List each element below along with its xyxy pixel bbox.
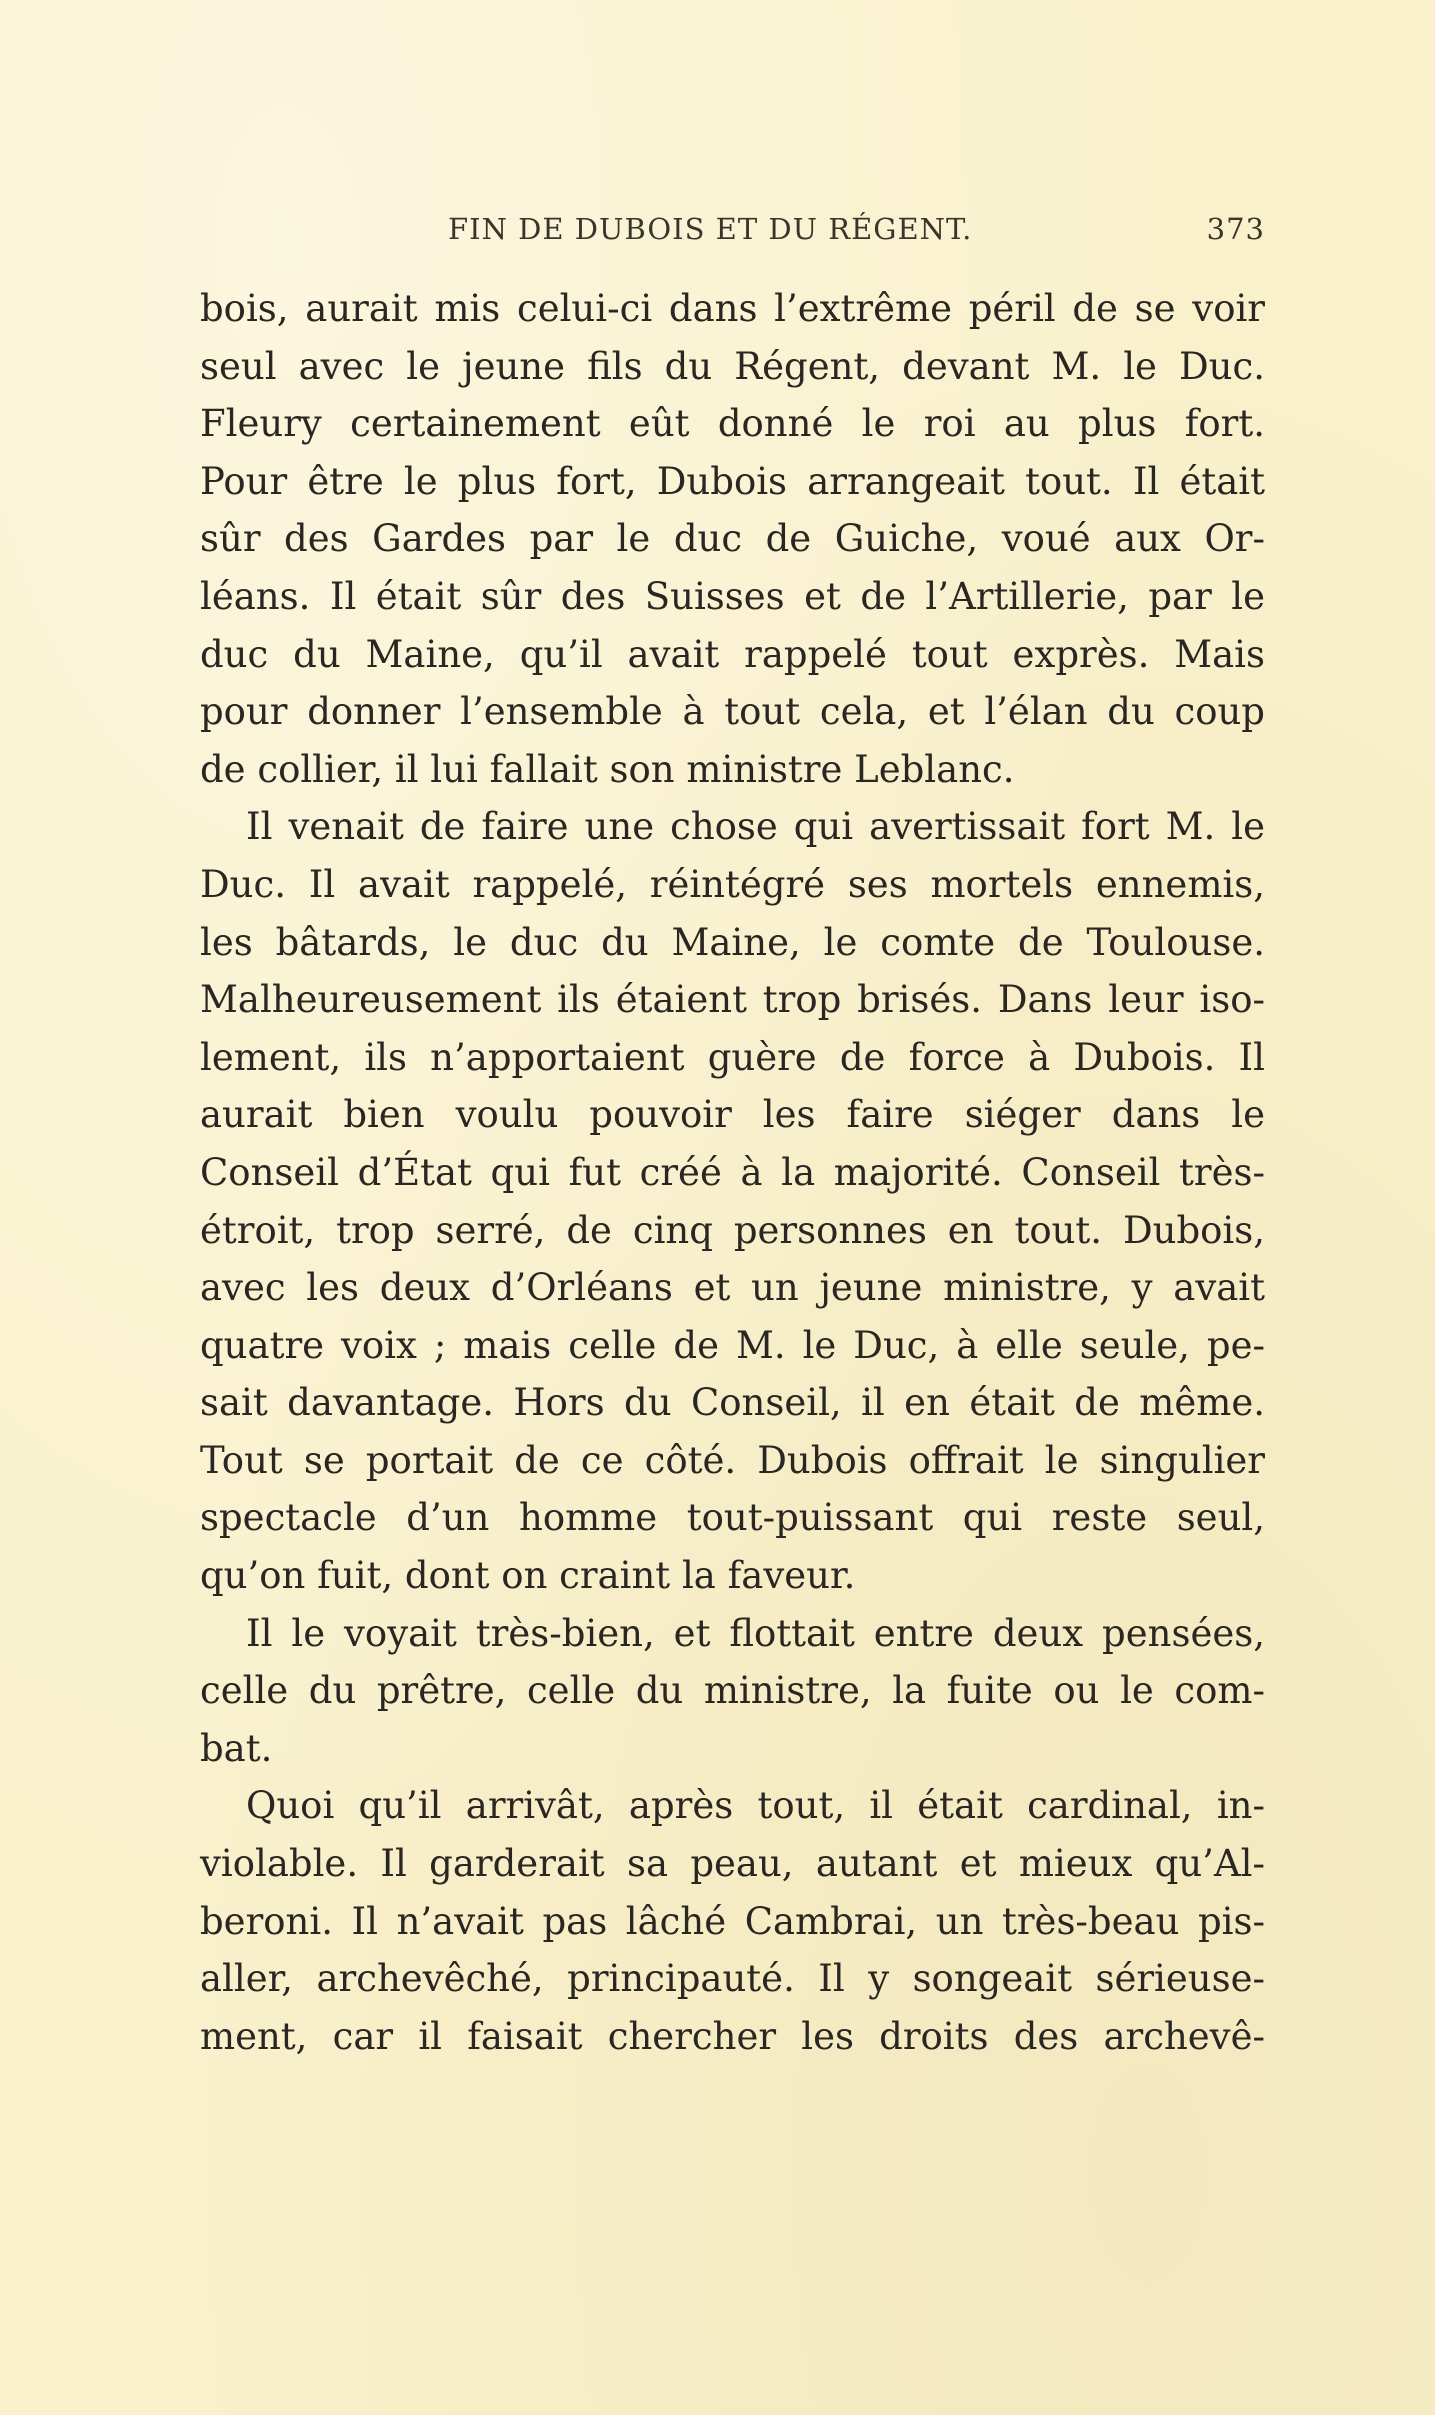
text-line: duc du Maine, qu’il avait rappelé tout exprès. Mais bbox=[200, 632, 1265, 676]
text-line: Duc. Il avait rappelé, réintégré ses mortels ennemis, bbox=[200, 862, 1265, 906]
text-line: lement, ils n’apportaient guère de force à Dubois. Il bbox=[200, 1035, 1265, 1079]
paragraph bbox=[200, 1605, 1265, 1778]
text-line: léans. Il était sûr des Suisses et de l’Artillerie, par le bbox=[200, 574, 1265, 618]
page-number: 373 bbox=[1206, 212, 1265, 246]
text-line: Malheureusement ils étaient trop brisés. Dans leur iso- bbox=[200, 978, 1265, 1022]
text-line: Fleury certainement eût donné le roi au plus fort. bbox=[200, 402, 1265, 446]
text-line: étroit, trop serré, de cinq personnes en tout. Dubois, bbox=[200, 1208, 1265, 1252]
text-line: bois, aurait mis celui-ci dans l’extrême péril de se voir bbox=[200, 287, 1265, 330]
running-title: FIN DE DUBOIS ET DU RÉGENT. bbox=[448, 212, 973, 246]
paragraph bbox=[200, 280, 1265, 798]
text-line: Pour être le plus fort, Dubois arrangeait tout. Il était bbox=[200, 459, 1265, 503]
running-head bbox=[200, 212, 1265, 256]
text-line: Il venait de faire une chose qui avertissait fort M. le bbox=[246, 805, 1265, 849]
text-line: les bâtards, le duc du Maine, le comte de Toulouse. bbox=[200, 920, 1265, 964]
text-line: pour donner l’ensemble à tout cela, et l’élan du coup bbox=[200, 690, 1265, 734]
text-line: celle du prêtre, celle du ministre, la fuite ou le com- bbox=[200, 1669, 1265, 1713]
text-line: avec les deux d’Orléans et un jeune ministre, y avait bbox=[200, 1266, 1265, 1310]
text-line: beroni. Il n’avait pas lâché Cambrai, un très-beau pis- bbox=[200, 1899, 1265, 1943]
text-line: sait davantage. Hors du Conseil, il en était de même. bbox=[200, 1381, 1265, 1425]
text-line: aller, archevêché, principauté. Il y songeait sérieuse- bbox=[200, 1957, 1265, 2001]
text-line: seul avec le jeune fils du Régent, devant M. le Duc. bbox=[200, 344, 1265, 388]
text-line: Tout se portait de ce côté. Dubois offrait le singulier bbox=[200, 1438, 1265, 1482]
text-line: bat. bbox=[200, 1726, 273, 1770]
text-line: qu’on fuit, dont on craint la faveur. bbox=[200, 1554, 856, 1598]
text-line: de collier, il lui fallait son ministre Leblanc. bbox=[200, 747, 1015, 791]
text-line: ment, car il faisait chercher les droits des archevê- bbox=[200, 2014, 1265, 2058]
text-line: quatre voix ; mais celle de M. le Duc, à elle seule, pe- bbox=[200, 1323, 1265, 1367]
body-text bbox=[200, 280, 1265, 2065]
text-line: violable. Il garderait sa peau, autant et mieux qu’Al- bbox=[200, 1842, 1265, 1886]
text-line: Conseil d’État qui fut créé à la majorité. Conseil très- bbox=[200, 1150, 1265, 1194]
paragraph bbox=[200, 1777, 1265, 2065]
text-line: aurait bien voulu pouvoir les faire siéger dans le bbox=[200, 1093, 1265, 1137]
text-line: Quoi qu’il arrivât, après tout, il était cardinal, in- bbox=[246, 1784, 1265, 1828]
paragraph bbox=[200, 798, 1265, 1604]
text-line: spectacle d’un homme tout-puissant qui reste seul, bbox=[200, 1496, 1265, 1540]
text-line: Il le voyait très-bien, et flottait entre deux pensées, bbox=[246, 1611, 1265, 1655]
text-line: sûr des Gardes par le duc de Guiche, voué aux Or- bbox=[200, 517, 1265, 561]
